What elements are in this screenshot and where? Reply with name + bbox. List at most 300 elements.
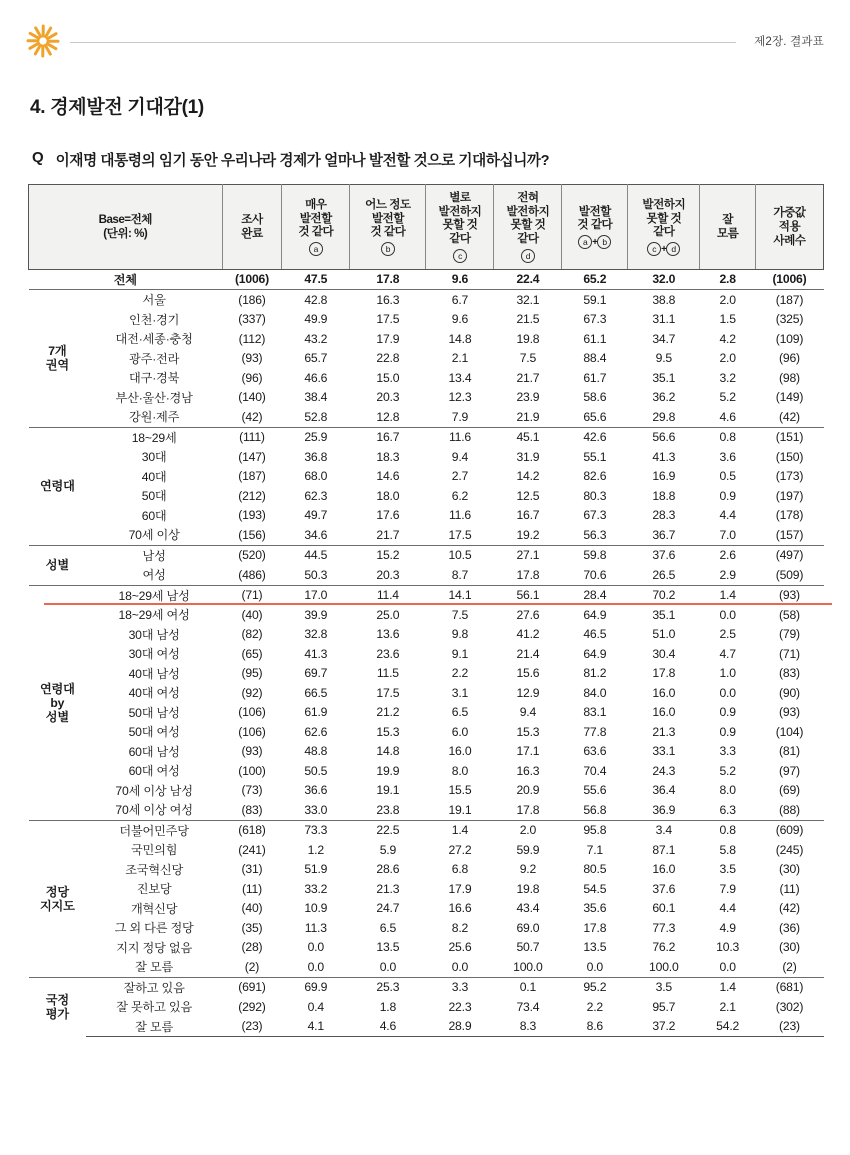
cell-value: (83) — [779, 666, 800, 681]
table-row — [29, 329, 824, 349]
cell-value: 17.8 — [376, 272, 400, 287]
col-header-mark: a — [284, 242, 347, 256]
cell-value: 16.0 — [652, 862, 676, 877]
cell-value: (187) — [238, 469, 266, 484]
table-body — [29, 269, 824, 1037]
cell-value: 19.8 — [516, 881, 540, 896]
cell-value: (30) — [779, 940, 800, 955]
cell-value: 29.8 — [652, 409, 676, 424]
cell-value: 0.8 — [700, 427, 756, 447]
cell-value: 59.8 — [562, 545, 628, 565]
question-marker: Q — [32, 149, 44, 166]
cell-value: 17.5 — [376, 685, 400, 700]
table-head — [29, 185, 824, 270]
cell-value: 37.6 — [652, 881, 676, 896]
cell-value: 32.8 — [304, 627, 328, 642]
cell-value: 70.6 — [583, 567, 607, 582]
cell-value: 58.6 — [583, 390, 607, 405]
cell-value: 46.6 — [304, 370, 328, 385]
cell-value: 65.6 — [583, 409, 607, 424]
cell-value: 17.8 — [516, 802, 540, 817]
cell-value: (337) — [238, 312, 266, 327]
question-text: 이재명 대통령의 임기 동안 우리나라 경제가 얼마나 발전할 것으로 기대하십니까? — [55, 153, 550, 169]
cell-value: 65.2 — [583, 272, 607, 287]
cell-value: 25.9 — [282, 427, 350, 447]
cell-value: 2.7 — [451, 469, 469, 484]
row-label: 40대 남성 — [128, 666, 180, 681]
cell-value: 21.3 — [376, 881, 400, 896]
cell-value: (90) — [779, 685, 800, 700]
cell-value: 36.7 — [652, 527, 676, 542]
row-label: 개혁신당 — [130, 901, 178, 916]
cell-value: (156) — [238, 527, 266, 542]
cell-value: (73) — [241, 783, 263, 798]
table-row — [29, 447, 824, 467]
row-label: 잘 모름 — [86, 1017, 222, 1037]
row-label: 18~29세 — [86, 427, 222, 447]
cell-value: 7.5 — [519, 351, 537, 366]
cell-value: 0.0 — [719, 959, 736, 974]
cell-value: 17.6 — [376, 508, 400, 523]
cell-value: 10.3 — [716, 940, 740, 955]
cell-value: 14.6 — [376, 469, 400, 484]
row-label: 60대 — [141, 508, 167, 523]
cell-value: 54.2 — [700, 1017, 756, 1037]
cell-value: 16.6 — [448, 901, 472, 916]
table-row — [29, 742, 824, 762]
cell-value: 43.4 — [516, 901, 540, 916]
cell-value: 65.7 — [304, 351, 328, 366]
cell-value: (1006) — [772, 272, 807, 287]
cell-value: 0.1 — [494, 977, 562, 997]
cell-value: 0.0 — [451, 959, 469, 974]
table-row — [29, 486, 824, 506]
cell-value: 37.6 — [628, 545, 700, 565]
table-row — [29, 683, 824, 703]
cell-value: 13.5 — [376, 940, 400, 955]
cell-value: (93) — [241, 351, 263, 366]
row-label: 남성 — [86, 545, 222, 565]
table-row — [29, 879, 824, 899]
cell-value: (106) — [238, 724, 266, 739]
cell-value: 4.2 — [719, 331, 736, 346]
cell-value: 7.9 — [719, 881, 736, 896]
cell-value: (109) — [775, 331, 804, 346]
cell-value: 1.2 — [307, 842, 324, 857]
table-row — [29, 585, 824, 605]
cell-value: 3.5 — [719, 862, 736, 877]
cell-value: 43.2 — [304, 331, 328, 346]
cell-value: 19.1 — [448, 802, 472, 817]
cell-value: 1.5 — [719, 312, 736, 327]
cell-value: 0.0 — [307, 959, 324, 974]
cell-value: (79) — [779, 627, 800, 642]
cell-value: 17.5 — [448, 527, 472, 542]
cell-value: 21.9 — [516, 409, 540, 424]
cell-value: 1.4 — [426, 820, 494, 840]
cell-value: (28) — [241, 940, 263, 955]
cell-value: 21.5 — [516, 312, 540, 327]
cell-value: 2.5 — [719, 627, 736, 642]
cell-value: 16.3 — [350, 290, 426, 310]
cell-value: 32.0 — [652, 272, 676, 287]
cell-value: 67.3 — [583, 312, 607, 327]
cell-value: (186) — [222, 290, 282, 310]
cell-value: 62.3 — [304, 488, 328, 503]
cell-value: 35.6 — [583, 901, 607, 916]
cell-value: 15.3 — [376, 724, 400, 739]
cell-value: 36.4 — [652, 783, 676, 798]
cell-value: 51.0 — [652, 627, 676, 642]
cell-value: 3.2 — [719, 370, 736, 385]
cell-value: 7.5 — [451, 607, 469, 622]
cell-value: (93) — [755, 585, 823, 605]
cell-value: 3.1 — [451, 685, 469, 700]
row-label: 18~29세 남성 — [86, 585, 222, 605]
row-label: 잘 모름 — [135, 960, 174, 975]
cell-value: (31) — [241, 862, 263, 877]
table-row — [29, 368, 824, 388]
cell-value: 25.6 — [448, 940, 472, 955]
cell-value: (95) — [241, 666, 263, 681]
cell-value: 2.0 — [494, 820, 562, 840]
table-row — [29, 781, 824, 801]
cell-value: 0.0 — [307, 940, 324, 955]
cell-value: 0.8 — [700, 820, 756, 840]
cell-value: 69.9 — [282, 977, 350, 997]
table-row — [29, 957, 824, 977]
cell-value: 10.9 — [304, 901, 328, 916]
col-header-label: 어느 정도 발전할 것 같다 — [365, 197, 411, 239]
cell-value: (2) — [782, 959, 797, 974]
cell-value: 49.7 — [304, 508, 328, 523]
cell-value: 7.0 — [719, 527, 736, 542]
cell-value: (111) — [222, 427, 282, 447]
cell-value: 2.0 — [700, 290, 756, 310]
row-label: 국민의힘 — [130, 843, 178, 858]
cell-value: 24.3 — [652, 763, 676, 778]
cell-value: 9.4 — [519, 705, 537, 720]
sun-burst-icon — [26, 24, 60, 58]
cell-value: 24.7 — [376, 901, 400, 916]
cell-value: 13.6 — [376, 627, 400, 642]
cell-value: 7.9 — [451, 409, 469, 424]
table-row — [29, 625, 824, 645]
cell-value: (241) — [238, 842, 266, 857]
cell-value: 2.1 — [719, 999, 736, 1014]
col-header-7 — [700, 185, 756, 270]
row-label: 40대 — [141, 469, 167, 484]
cell-value: 20.3 — [376, 390, 400, 405]
cell-value: 8.0 — [719, 783, 736, 798]
cell-value: 32.1 — [494, 290, 562, 310]
cell-value: 21.7 — [376, 527, 400, 542]
cell-value: 11.6 — [448, 508, 471, 523]
row-label: 지지 정당 없음 — [116, 940, 193, 955]
cell-value: 17.9 — [376, 331, 400, 346]
cell-value: 11.4 — [350, 585, 426, 605]
cell-value: 28.9 — [426, 1017, 494, 1037]
row-label: 50대 — [141, 489, 167, 504]
cell-value: (23) — [755, 1017, 823, 1037]
table-row — [29, 977, 824, 997]
cell-value: 12.9 — [516, 685, 540, 700]
cell-value: (104) — [775, 724, 804, 739]
cell-value: 4.6 — [350, 1017, 426, 1037]
cell-value: 11.6 — [426, 427, 494, 447]
cell-value: 81.2 — [583, 666, 607, 681]
cell-value: (2) — [244, 959, 260, 974]
cell-value: 31.9 — [516, 449, 540, 464]
cell-value: 36.2 — [652, 390, 676, 405]
cell-value: 4.6 — [719, 409, 736, 424]
cell-value: (302) — [775, 999, 804, 1014]
table-row-total — [29, 269, 824, 290]
cell-value: (187) — [755, 290, 823, 310]
row-label: 광주·전라 — [129, 351, 180, 366]
cell-value: 61.7 — [583, 370, 607, 385]
row-label: 60대 남성 — [128, 744, 180, 759]
cell-value: 21.7 — [516, 370, 540, 385]
cell-value: 14.8 — [448, 331, 472, 346]
row-label: 잘하고 있음 — [86, 977, 222, 997]
cell-value: 37.2 — [628, 1017, 700, 1037]
cell-value: 6.7 — [426, 290, 494, 310]
cell-value: 39.9 — [304, 607, 328, 622]
cell-value: 56.3 — [583, 527, 607, 542]
cell-value: 9.6 — [451, 312, 469, 327]
cell-value: 9.1 — [451, 646, 469, 661]
cell-value: 0.0 — [719, 607, 736, 622]
cell-value: 3.6 — [719, 449, 736, 464]
cell-value: 68.0 — [304, 469, 328, 484]
row-label: 더불어민주당 — [86, 820, 222, 840]
cell-value: 5.8 — [719, 842, 736, 857]
cell-value: 73.4 — [516, 999, 540, 1014]
cell-value: 16.0 — [652, 705, 676, 720]
row-label: 조국혁신당 — [125, 862, 184, 877]
cell-value: (69) — [779, 783, 800, 798]
cell-value: (92) — [241, 685, 263, 700]
cell-value: 50.7 — [516, 940, 540, 955]
table-row — [29, 644, 824, 664]
table-row — [29, 840, 824, 860]
table-row — [29, 605, 824, 625]
cell-value: (691) — [222, 977, 282, 997]
cell-value: 17.5 — [376, 312, 400, 327]
cell-value: 10.5 — [426, 545, 494, 565]
cell-value: 56.6 — [628, 427, 700, 447]
cell-value: 50.3 — [304, 567, 328, 582]
table-row — [29, 703, 824, 723]
cell-value: 0.5 — [719, 469, 736, 484]
row-label: 서울 — [86, 290, 222, 310]
cell-value: (93) — [241, 744, 263, 759]
cell-value: 8.6 — [562, 1017, 628, 1037]
cell-value: 51.9 — [304, 862, 328, 877]
table-row — [29, 506, 824, 526]
cell-value: (1006) — [234, 272, 269, 287]
cell-value: (65) — [241, 646, 263, 661]
table-row — [29, 722, 824, 742]
cell-value: 56.1 — [494, 585, 562, 605]
cell-value: 2.6 — [700, 545, 756, 565]
cell-value: 2.1 — [451, 351, 469, 366]
group-label: 7개 권역 — [29, 290, 87, 428]
row-label: 70세 이상 남성 — [115, 783, 193, 798]
cell-value: (100) — [238, 763, 266, 778]
cell-value: 83.1 — [583, 705, 607, 720]
cell-value: 25.3 — [350, 977, 426, 997]
table-row — [29, 310, 824, 330]
row-label: 40대 여성 — [128, 686, 180, 701]
cell-value: 50.5 — [304, 763, 328, 778]
cell-value: 100.0 — [649, 959, 679, 974]
group-label: 연령대 by 성별 — [29, 585, 87, 820]
highlight-line — [44, 603, 832, 605]
cell-value: 80.5 — [583, 862, 607, 877]
col-header-label: 조사 완료 — [241, 213, 263, 240]
cell-value: 61.1 — [583, 331, 607, 346]
cell-value: 41.3 — [304, 646, 328, 661]
page-title: 4. 경제발전 기대감(1) — [30, 97, 204, 118]
cell-value: (98) — [779, 370, 800, 385]
cell-value: 3.4 — [628, 820, 700, 840]
cell-value: (292) — [238, 999, 266, 1014]
cell-value: 52.8 — [304, 409, 328, 424]
cell-value: 15.6 — [516, 666, 540, 681]
cell-value: (150) — [775, 449, 804, 464]
cell-value: 73.3 — [282, 820, 350, 840]
group-label: 정당 지지도 — [29, 820, 87, 977]
col-header-6 — [628, 185, 700, 270]
group-label: 성별 — [29, 545, 87, 585]
cell-value: (193) — [238, 508, 266, 523]
cell-value: 23.9 — [516, 390, 540, 405]
cell-value: 100.0 — [513, 959, 543, 974]
group-label: 국정 평가 — [29, 977, 87, 1037]
cell-value: 49.9 — [304, 312, 328, 327]
cell-value: 0.0 — [586, 959, 603, 974]
cell-value: 8.3 — [494, 1017, 562, 1037]
row-label: 대전·세종·충청 — [115, 332, 193, 347]
cell-value: 19.9 — [376, 763, 400, 778]
cell-value: (93) — [779, 705, 800, 720]
cell-value: 4.1 — [282, 1017, 350, 1037]
cell-value: 36.9 — [652, 802, 676, 817]
row-label: 60대 여성 — [128, 764, 180, 779]
cell-value: (157) — [775, 527, 804, 542]
cell-value: 56.8 — [583, 802, 607, 817]
cell-value: 14.2 — [516, 469, 540, 484]
cell-value: 1.4 — [700, 977, 756, 997]
cell-value: (140) — [238, 390, 266, 405]
cell-value: 82.6 — [583, 469, 607, 484]
cell-value: 13.4 — [448, 370, 472, 385]
cell-value: 4.4 — [719, 901, 736, 916]
col-header-1 — [282, 185, 350, 270]
cell-value: 3.3 — [426, 977, 494, 997]
cell-value: 41.3 — [652, 449, 676, 464]
table-row — [29, 407, 824, 427]
row-label: 70세 이상 여성 — [115, 803, 193, 818]
cell-value: (178) — [775, 508, 804, 523]
table-row — [29, 664, 824, 684]
cell-value: 22.3 — [448, 999, 472, 1014]
header-divider — [70, 42, 736, 43]
cell-value: 27.1 — [494, 545, 562, 565]
cell-value: 41.2 — [516, 627, 540, 642]
cell-value: 95.8 — [562, 820, 628, 840]
cell-value: 64.9 — [583, 646, 607, 661]
cell-value: 9.2 — [519, 862, 537, 877]
cell-value: (520) — [222, 545, 282, 565]
cell-value: 0.9 — [719, 724, 736, 739]
row-label: 50대 여성 — [128, 725, 180, 740]
cell-value: (40) — [241, 607, 263, 622]
cell-value: 95.7 — [652, 999, 676, 1014]
row-label: 전체 — [113, 272, 137, 287]
cell-value: 16.3 — [516, 763, 540, 778]
cell-value: 17.1 — [516, 744, 540, 759]
table-row — [29, 388, 824, 408]
cell-value: 54.5 — [583, 881, 607, 896]
cell-value: 6.2 — [451, 488, 469, 503]
cell-value: 26.5 — [652, 567, 676, 582]
cell-value: 6.3 — [719, 802, 736, 817]
cell-value: 42.6 — [562, 427, 628, 447]
cell-value: (112) — [238, 331, 266, 346]
cell-value: 3.3 — [719, 744, 736, 759]
cell-value: (35) — [241, 920, 263, 935]
col-header-0 — [222, 185, 282, 270]
cell-value: 28.3 — [652, 508, 676, 523]
cell-value: (58) — [779, 607, 800, 622]
cell-value: 14.1 — [426, 585, 494, 605]
cell-value: 55.6 — [583, 783, 607, 798]
page-header — [26, 18, 824, 64]
cell-value: (212) — [238, 488, 266, 503]
cell-value: 0.0 — [719, 685, 736, 700]
cell-value: 69.7 — [304, 666, 328, 681]
cell-value: 23.8 — [376, 802, 400, 817]
cell-value: 20.3 — [376, 567, 400, 582]
cell-value: 16.0 — [652, 685, 676, 700]
cell-value: (106) — [238, 705, 266, 720]
col-header-2 — [350, 185, 426, 270]
cell-value: (42) — [779, 409, 800, 424]
cell-value: 33.0 — [304, 802, 328, 817]
cell-value: 95.2 — [562, 977, 628, 997]
col-header-mark: d — [496, 249, 559, 263]
cell-value: (97) — [779, 763, 800, 778]
cell-value: (486) — [238, 567, 266, 582]
cell-value: (147) — [238, 449, 266, 464]
cell-value: (509) — [775, 567, 804, 582]
cell-value: 28.4 — [562, 585, 628, 605]
row-label: 그 외 다른 정당 — [114, 921, 194, 936]
cell-value: 64.9 — [583, 607, 607, 622]
cell-value: 8.2 — [451, 920, 469, 935]
cell-value: 6.8 — [451, 862, 469, 877]
cell-value: 47.5 — [304, 272, 328, 287]
cell-value: 17.9 — [448, 881, 472, 896]
cell-value: 15.5 — [448, 783, 472, 798]
cell-value: (81) — [779, 744, 800, 759]
cell-value: 0.0 — [379, 959, 397, 974]
cell-value: 19.8 — [516, 331, 540, 346]
cell-value: (245) — [775, 842, 804, 857]
